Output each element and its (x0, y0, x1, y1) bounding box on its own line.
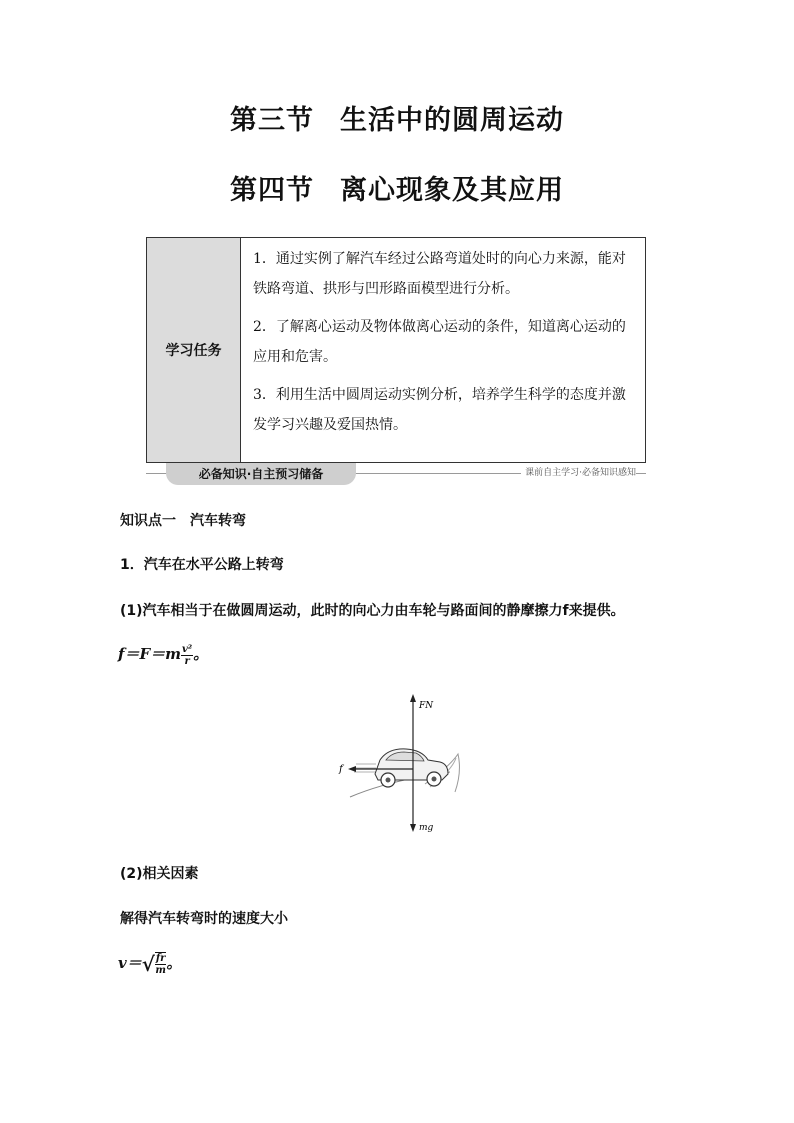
car-turning-figure (330, 692, 480, 834)
task-item: 3．利用生活中圆周运动实例分析，培养学生科学的态度并激发学习兴趣及爱国热情。 (253, 387, 626, 433)
car-force-diagram (330, 692, 480, 834)
learning-task-box (146, 237, 646, 463)
fraction-denominator: m (155, 965, 166, 976)
fraction-denominator: r (184, 655, 190, 667)
formula-end: 。 (166, 954, 182, 972)
formula-speed (118, 952, 181, 976)
section-title: 生活中的圆周运动 (340, 105, 564, 136)
section-number: 第三节 (230, 105, 314, 136)
banner-tab: 必备知识·自主预习储备 (166, 463, 356, 485)
task-label: 学习任务 (147, 238, 241, 462)
knowledge-point-heading (120, 510, 246, 530)
title-line-2 (0, 168, 794, 207)
label-gravity: mg (419, 823, 434, 833)
section-banner (146, 463, 646, 485)
task-item: 1．通过实例了解汽车经过公路弯道处时的向心力来源，能对铁路弯道、拱形与凹形路面模型进行分析。 (253, 251, 626, 297)
fraction-numerator: fr (155, 953, 166, 964)
fraction (181, 644, 193, 667)
sqrt-icon: √ (141, 952, 155, 976)
title-line-1 (0, 98, 794, 137)
formula-lhs: v＝ (118, 954, 142, 972)
section-title: 离心现象及其应用 (340, 175, 564, 206)
formula-centripetal (118, 643, 208, 667)
formula-end: 。 (193, 645, 209, 663)
label-normal-force: FN (419, 701, 434, 711)
section-number: 第四节 (230, 175, 314, 206)
label-friction: f (339, 764, 343, 775)
paragraph: 解得汽车转弯时的速度大小 (120, 911, 288, 927)
subheading: 1．汽车在水平公路上转弯 (120, 557, 284, 573)
paragraph: (1)汽车相当于在做圆周运动，此时的向心力由车轮与路面间的静摩擦力f来提供。 (120, 603, 625, 619)
kp-number: 知识点一 (120, 513, 176, 529)
banner-subtitle: 课前自主学习·必备知识感知 (521, 465, 636, 478)
fraction-numerator: v² (181, 643, 193, 655)
task-items (241, 238, 645, 462)
formula-lhs: f＝F＝m (118, 645, 181, 663)
task-item: 2．了解离心运动及物体做离心运动的条件，知道离心运动的应用和危害。 (253, 319, 626, 365)
paragraph: (2)相关因素 (120, 866, 199, 882)
kp-title: 汽车转弯 (190, 513, 246, 529)
fraction (155, 952, 167, 976)
